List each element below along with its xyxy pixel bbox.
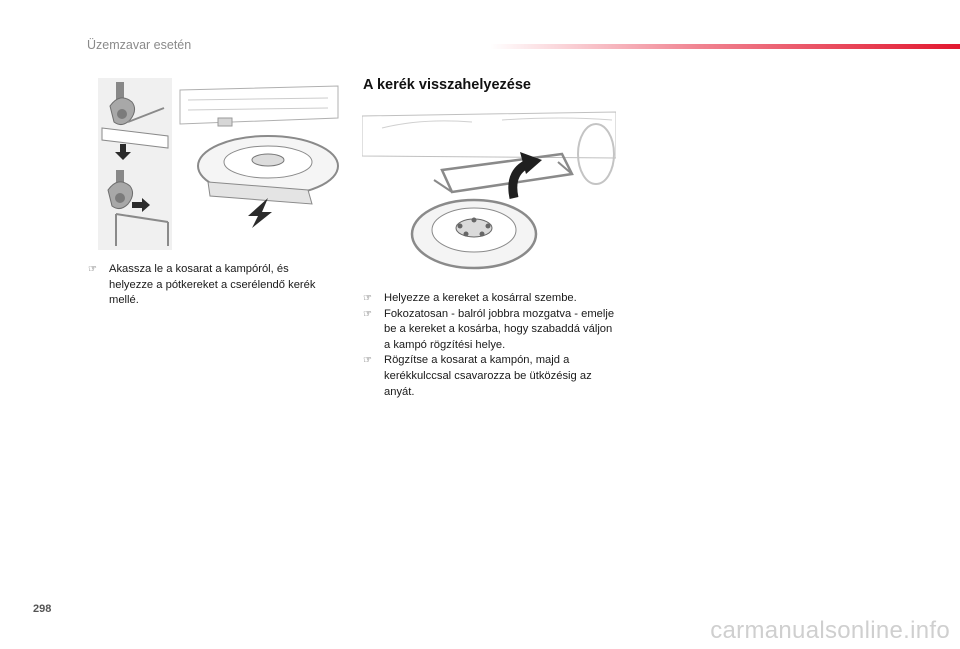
- pointing-hand-icon: ☞: [363, 293, 372, 304]
- running-header: Üzemzavar esetén: [87, 38, 192, 52]
- illustration-refit-wheel: [362, 108, 616, 280]
- list-item: ☞ Fokozatosan - balról jobbra mozgatva - emelje be a kereket a kosárba, hogy szabaddá váljon a kampó rögzítési helye.: [363, 307, 615, 351]
- list-item: ☞ Rögzítse a kosarat a kampón, majd a kerékkulccsal csavarozza be ütközésig az anyát.: [363, 354, 592, 398]
- list-item: ☞ Helyezze a kereket a kosárral szembe.: [363, 291, 615, 307]
- pointing-hand-icon: ☞: [363, 355, 372, 367]
- right-instructions: [363, 291, 615, 400]
- pointing-hand-icon: ☞: [363, 308, 372, 320]
- left-instructions: [88, 262, 326, 309]
- page-number: 298: [33, 603, 52, 615]
- pointing-hand-icon: ☞: [88, 264, 97, 275]
- header-accent-rule: [490, 44, 960, 49]
- watermark: carmanualsonline.info: [710, 617, 950, 644]
- list-item: ☞ Akassza le a kosarat a kampóról, és helyezze a pótkereket a cserélendő kerék mellé.: [88, 263, 316, 307]
- section-heading: A kerék visszahelyezése: [363, 77, 531, 93]
- illustration-unhook-basket: [98, 78, 342, 250]
